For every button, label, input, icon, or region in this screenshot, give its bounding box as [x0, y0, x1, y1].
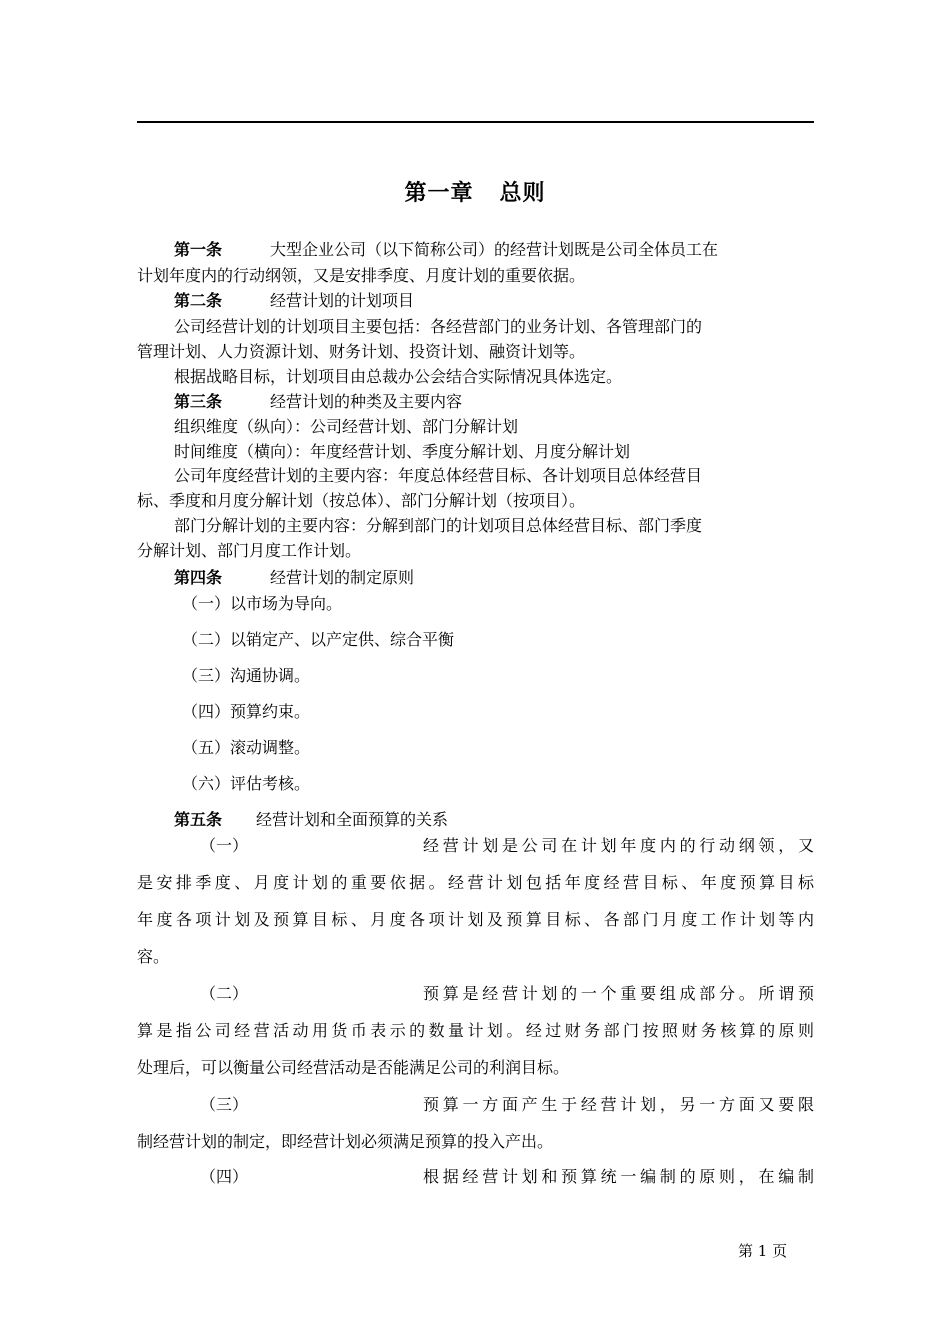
- article5-s1-line4: 容。: [137, 947, 170, 966]
- article2-heading: 第二条 经营计划的计划项目: [174, 291, 415, 310]
- list-item: （一）以市场为导向。: [182, 594, 343, 613]
- article3-p1: 组织维度（纵向）：公司经营计划、部门分解计划: [174, 417, 519, 436]
- article5-s3-number: （三）: [200, 1095, 249, 1114]
- article5-s2-line2: 算是指公司经营活动用货币表示的数量计划。经过财务部门按照财务核算的原则: [137, 1021, 814, 1040]
- article4-heading: 第四条 经营计划的制定原则: [174, 568, 415, 587]
- article5-s4-number: （四）: [200, 1167, 249, 1186]
- article5-s2-line1: 预算是经营计划的一个重要组成部分。所谓预: [423, 984, 814, 1003]
- header-rule: [137, 121, 814, 123]
- article3-p2: 时间维度（横向）：年度经营计划、季度分解计划、月度分解计划: [174, 442, 631, 461]
- list-item: （五）滚动调整。: [182, 738, 311, 757]
- article2-p1-line1: 公司经营计划的计划项目主要包括：各经营部门的业务计划、各管理部门的: [174, 317, 703, 336]
- article1-line2: 计划年度内的行动纲领，又是安排季度、月度计划的重要依据。: [137, 266, 586, 285]
- list-item: （六）评估考核。: [182, 774, 311, 793]
- list-item: （二）以销定产、以产定供、综合平衡: [182, 630, 455, 649]
- article5-s3-line2: 制经营计划的制定，即经营计划必须满足预算的投入产出。: [137, 1132, 554, 1151]
- chapter-title: [0, 176, 950, 207]
- page-number: 第 1 页: [738, 1242, 788, 1260]
- article5-s2-number: （二）: [200, 984, 249, 1003]
- list-item: （三）沟通协调。: [182, 666, 311, 685]
- article5-s1-line2: 是安排季度、月度计划的重要依据。经营计划包括年度经营目标、年度预算目标: [137, 873, 814, 892]
- article2-p1-line2: 管理计划、人力资源计划、财务计划、投资计划、融资计划等。: [137, 342, 586, 361]
- article1-label: 第一条: [174, 240, 223, 259]
- article5-label: 第五条: [174, 810, 223, 829]
- article3-p3-line2: 标、季度和月度分解计划（按总体）、部门分解计划（按项目）。: [137, 491, 586, 510]
- article5-s1-line3: 年度各项计划及预算目标、月度各项计划及预算目标、各部门月度工作计划等内: [137, 910, 814, 929]
- article4-label: 第四条: [174, 568, 223, 587]
- article5-s1-number: （一）: [200, 836, 249, 855]
- article5-s2-line3: 处理后，可以衡量公司经营活动是否能满足公司的利润目标。: [137, 1058, 570, 1077]
- article3-p4-line2: 分解计划、部门月度工作计划。: [137, 541, 362, 560]
- article3-p3-line1: 公司年度经营计划的主要内容：年度总体经营目标、各计划项目总体经营目: [174, 466, 703, 485]
- article3-p4-line1: 部门分解计划的主要内容：分解到部门的计划项目总体经营目标、部门季度: [174, 516, 703, 535]
- article3-heading: 第三条 经营计划的种类及主要内容: [174, 392, 463, 411]
- list-item: （四）预算约束。: [182, 702, 311, 721]
- chapter-number: 第一章: [404, 181, 474, 206]
- article2-p2: 根据战略目标，计划项目由总裁办公会结合实际情况具体选定。: [174, 367, 623, 386]
- chapter-name: 总则: [499, 181, 546, 206]
- article5-s4-line1: 根据经营计划和预算统一编制的原则，在编制: [423, 1167, 814, 1186]
- article5-heading: 第五条 经营计划和全面预算的关系: [174, 810, 449, 829]
- article2-label: 第二条: [174, 291, 223, 310]
- article5-s3-line1: 预算一方面产生于经营计划，另一方面又要限: [423, 1095, 814, 1114]
- article3-label: 第三条: [174, 392, 223, 411]
- article1-line1: 第一条 大型企业公司（以下简称公司）的经营计划既是公司全体员工在: [174, 240, 719, 259]
- article5-s1-line1: 经营计划是公司在计划年度内的行动纲领，又: [423, 836, 814, 855]
